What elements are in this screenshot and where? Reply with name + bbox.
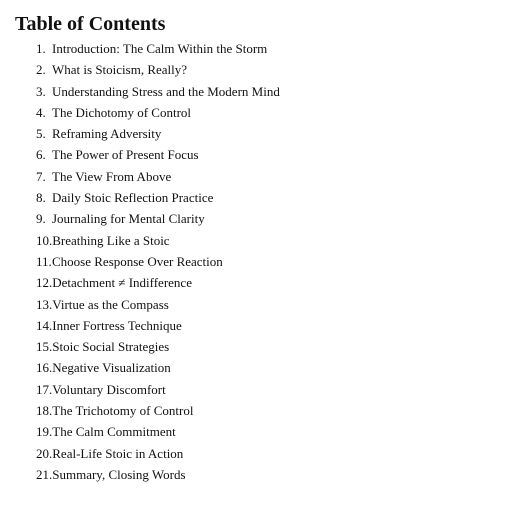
toc-item-title: The Calm Commitment bbox=[52, 424, 176, 440]
toc-item-number: 6. bbox=[36, 147, 46, 163]
toc-item-11[interactable] bbox=[36, 251, 280, 272]
toc-item-number: 2. bbox=[36, 62, 46, 78]
toc-item-number: 16. bbox=[36, 360, 53, 376]
toc-item-title: The View From Above bbox=[52, 168, 172, 184]
toc-item-number: 5. bbox=[36, 126, 46, 142]
toc-item-17[interactable] bbox=[36, 379, 280, 400]
toc-item-number: 18. bbox=[36, 403, 53, 419]
toc-item-title: The Power of Present Focus bbox=[52, 147, 199, 163]
toc-item-15[interactable] bbox=[36, 336, 280, 357]
toc-item-16[interactable] bbox=[36, 357, 280, 378]
toc-item-title: Virtue as the Compass bbox=[52, 296, 169, 312]
toc-title: Table of Contents bbox=[15, 13, 166, 35]
toc-item-title: The Trichotomy of Control bbox=[52, 403, 194, 419]
toc-item-2[interactable] bbox=[36, 59, 280, 80]
toc-item-number: 3. bbox=[36, 83, 46, 99]
toc-item-title: Understanding Stress and the Modern Mind bbox=[52, 83, 280, 99]
toc-item-title: Journaling for Mental Clarity bbox=[52, 211, 205, 227]
toc-item-20[interactable] bbox=[36, 443, 280, 464]
toc-item-title: The Dichotomy of Control bbox=[52, 104, 192, 120]
toc-item-number: 20. bbox=[36, 445, 53, 461]
toc-item-title: Introduction: The Calm Within the Storm bbox=[52, 41, 268, 56]
toc-item-number: 8. bbox=[36, 190, 46, 206]
toc-item-number: 9. bbox=[36, 211, 46, 227]
toc-item-title: Choose Response Over Reaction bbox=[52, 253, 223, 269]
toc-item-title: Real-Life Stoic in Action bbox=[52, 445, 184, 461]
toc-item-19[interactable] bbox=[36, 421, 280, 442]
toc-item-title: Detachment ≠ Indifference bbox=[52, 275, 192, 291]
toc-item-title: Voluntary Discomfort bbox=[52, 381, 166, 397]
toc-item-title: Stoic Social Strategies bbox=[52, 339, 170, 355]
toc-item-9[interactable] bbox=[36, 208, 280, 229]
toc-item-number: 11. bbox=[36, 253, 52, 269]
toc-item-number: 1. bbox=[36, 41, 46, 56]
toc-item-title: Negative Visualization bbox=[52, 360, 171, 376]
toc-item-title: What is Stoicism, Really? bbox=[52, 62, 188, 78]
toc-item-7[interactable] bbox=[36, 166, 280, 187]
toc-item-14[interactable] bbox=[36, 315, 280, 336]
toc-item-1[interactable] bbox=[36, 38, 280, 59]
toc-item-6[interactable] bbox=[36, 144, 280, 165]
toc-item-number: 15. bbox=[36, 339, 53, 355]
toc-item-number: 17. bbox=[36, 381, 53, 397]
toc-item-number: 14. bbox=[36, 317, 53, 333]
toc-item-8[interactable] bbox=[36, 187, 280, 208]
toc-item-number: 12. bbox=[36, 275, 53, 291]
toc-item-number: 4. bbox=[36, 104, 46, 120]
toc-item-title: Summary, Closing Words bbox=[52, 466, 186, 482]
toc-list bbox=[36, 38, 280, 485]
toc-item-number: 13. bbox=[36, 296, 53, 312]
toc-item-4[interactable] bbox=[36, 102, 280, 123]
toc-item-title: Reframing Adversity bbox=[52, 126, 162, 142]
toc-item-21[interactable] bbox=[36, 464, 280, 485]
toc-item-18[interactable] bbox=[36, 400, 280, 421]
toc-item-title: Breathing Like a Stoic bbox=[52, 232, 170, 248]
toc-item-number: 10. bbox=[36, 232, 53, 248]
toc-item-5[interactable] bbox=[36, 123, 280, 144]
toc-item-number: 7. bbox=[36, 168, 46, 184]
toc-item-3[interactable] bbox=[36, 81, 280, 102]
toc-item-number: 21. bbox=[36, 466, 53, 482]
toc-item-title: Daily Stoic Reflection Practice bbox=[52, 190, 214, 206]
toc-item-13[interactable] bbox=[36, 294, 280, 315]
toc-item-12[interactable] bbox=[36, 272, 280, 293]
toc-item-number: 19. bbox=[36, 424, 53, 440]
toc-item-10[interactable] bbox=[36, 230, 280, 251]
toc-item-title: Inner Fortress Technique bbox=[52, 317, 182, 333]
